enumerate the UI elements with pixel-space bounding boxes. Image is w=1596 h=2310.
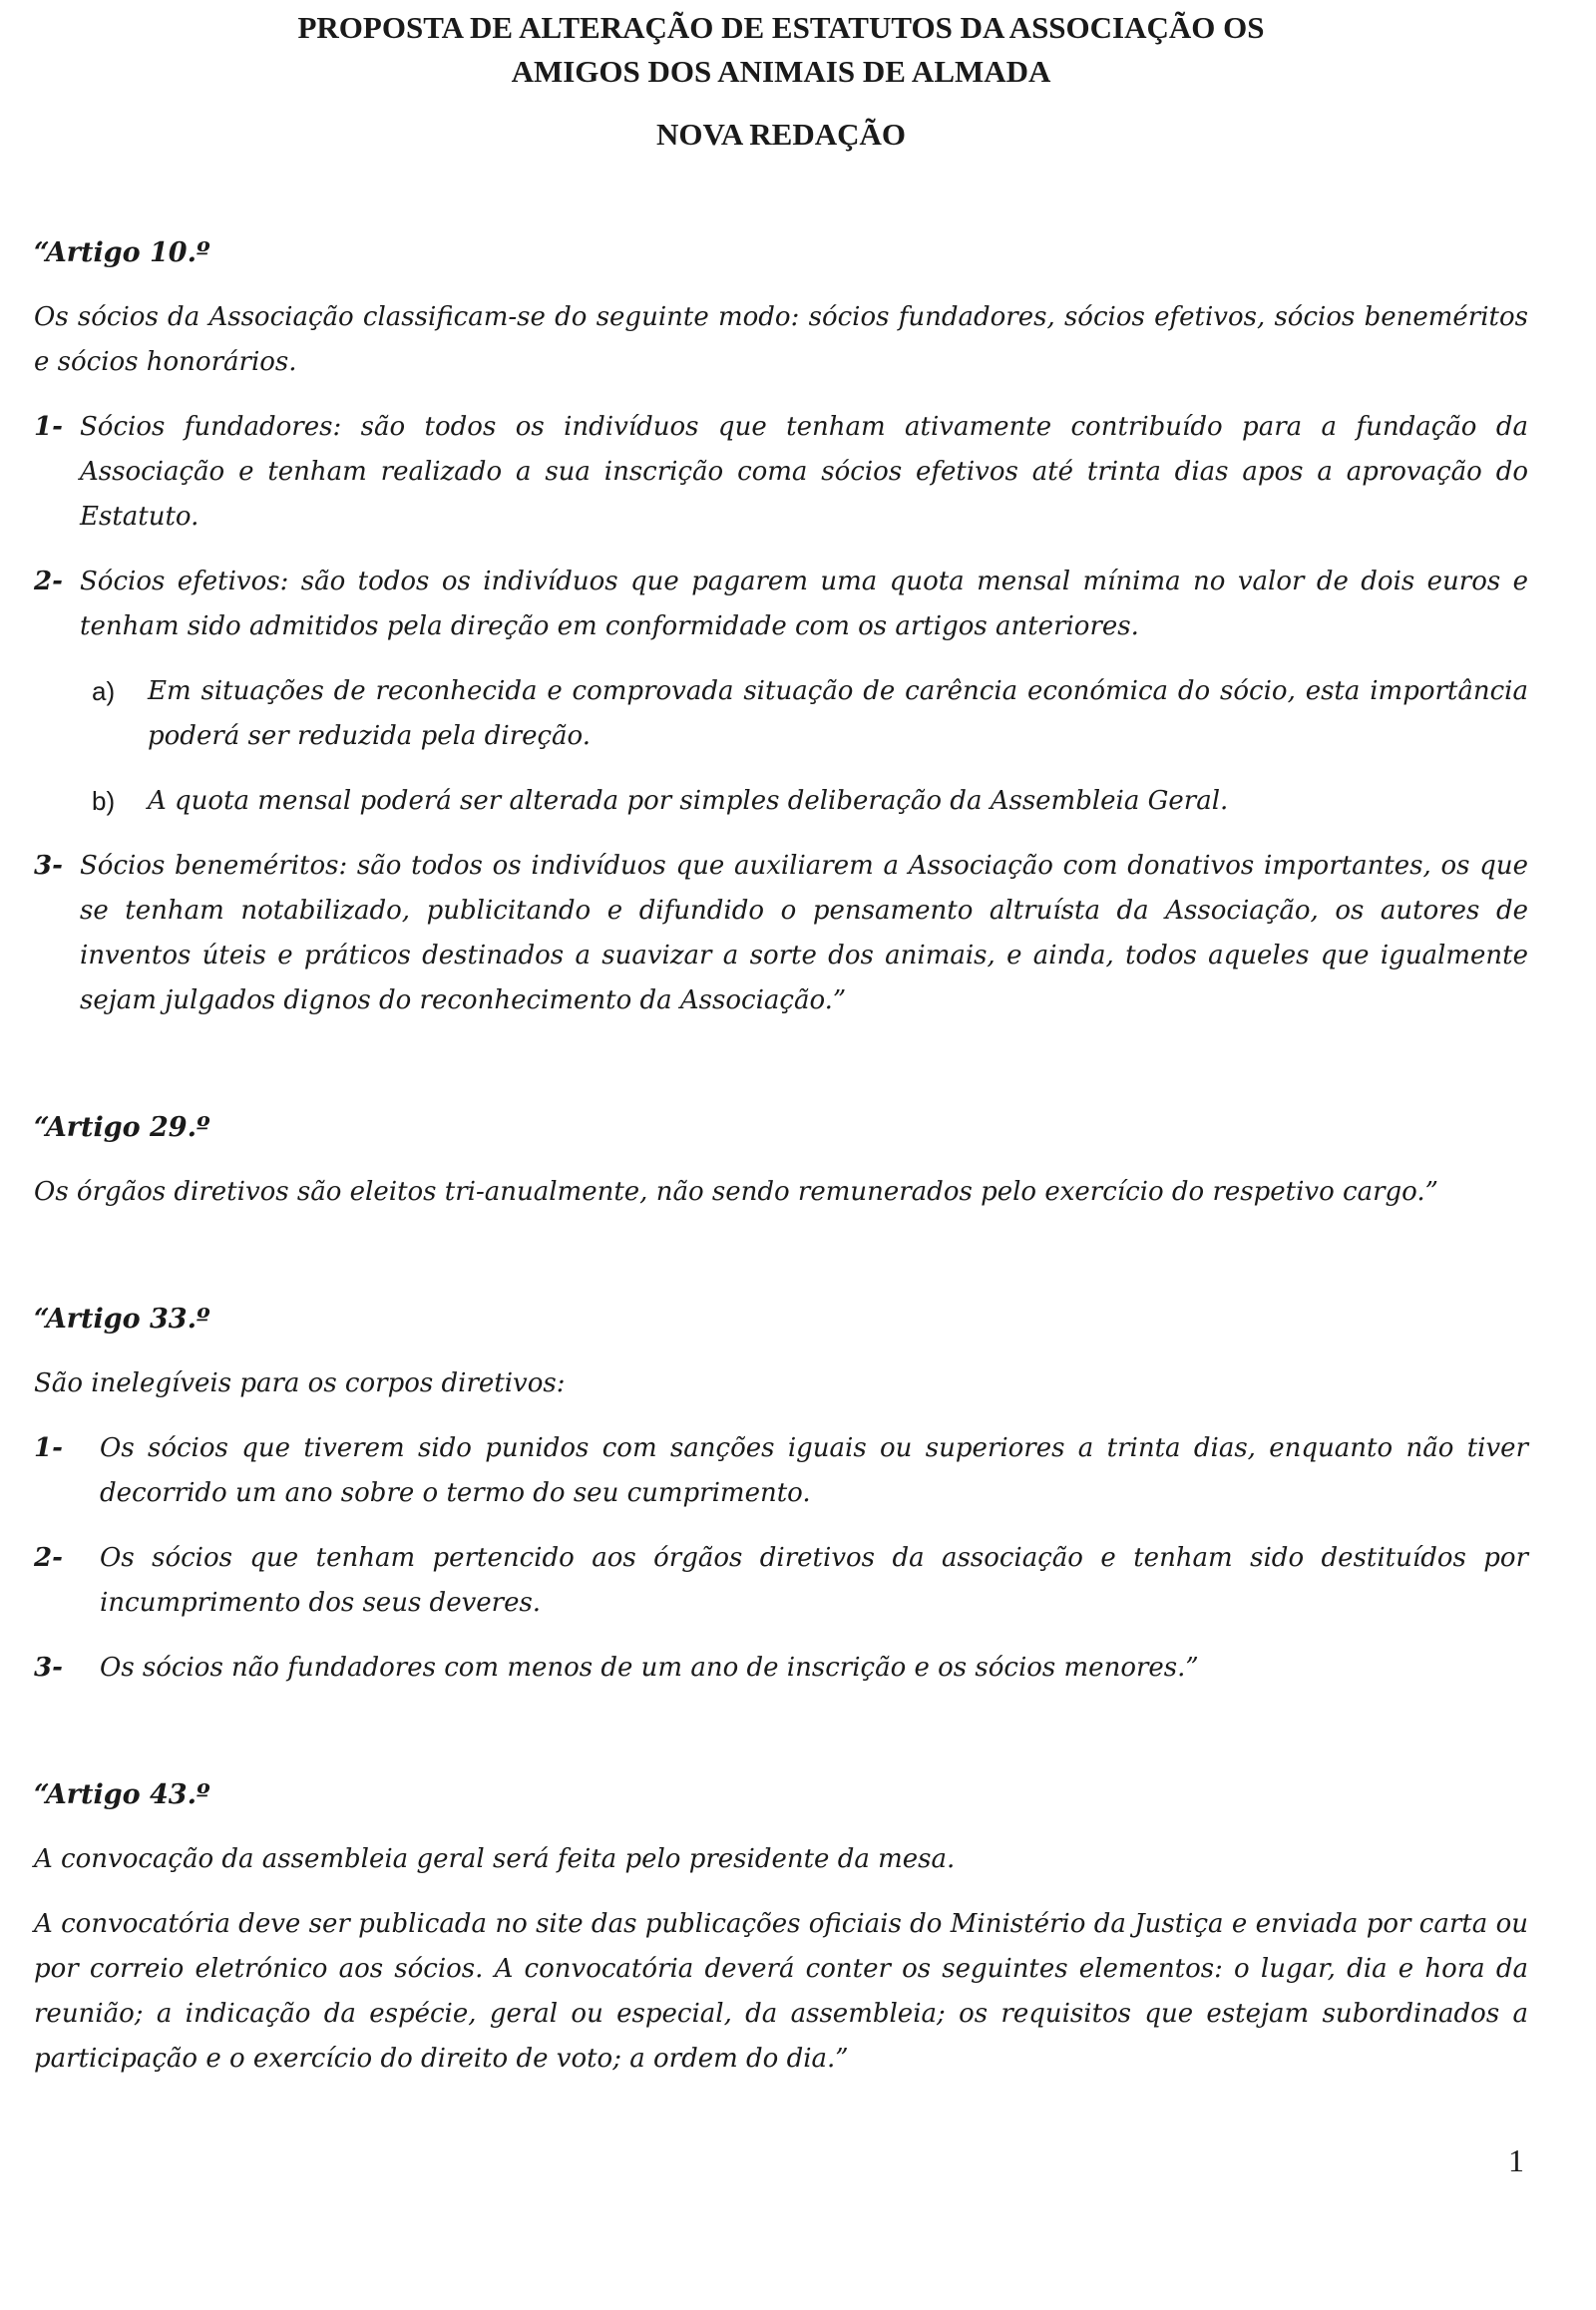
document-title-line1: PROPOSTA DE ALTERAÇÃO DE ESTATUTOS DA ASSOCIAÇÃO OS: [297, 10, 1265, 45]
subitem-text: A quota mensal poderá ser alterada por simples deliberação da Assembleia Geral.: [148, 786, 1229, 816]
artigo-10-subitem-b: [34, 779, 1528, 824]
artigo-43-heading: “Artigo 43.º: [34, 1779, 210, 1810]
artigo-29-text: Os órgãos diretivos são eleitos tri-anualmente, não sendo remunerados pelo exercício do respetivo cargo.”: [34, 1177, 1438, 1207]
artigo-29-section: [34, 1105, 1528, 1215]
artigo-10-subitem-a: [34, 669, 1528, 759]
item-number: 1-: [34, 1433, 63, 1463]
subitem-text: Em situações de reconhecida e comprovada situação de carência económica do sócio, esta importância poderá ser reduzida pela direção.: [148, 676, 1528, 751]
artigo-43-paragraph-2: A convocatória deve ser publicada no site das publicações oficiais do Ministério da Justiça e enviada por carta ou por correio eletrónico aos sócios. A convocatória deverá conter os seguintes elementos: o lugar, dia e hora da reunião; a indicação da espécie, geral ou especial, da assembleia; os requisitos que estejam subordinados a participação e o exercício do direito de voto; a ordem do dia.”: [34, 1909, 1528, 2074]
subitem-label: a): [92, 676, 116, 706]
artigo-33-section: [34, 1297, 1528, 1691]
item-number: 3-: [34, 1653, 63, 1683]
artigo-29-heading: “Artigo 29.º: [34, 1112, 210, 1143]
artigo-10-heading: “Artigo 10.º: [34, 237, 210, 268]
artigo-10-item-1: [34, 405, 1528, 540]
artigo-43-paragraph-1: A convocação da assembleia geral será feita pelo presidente da mesa.: [34, 1844, 956, 1874]
artigo-10-section: [34, 230, 1528, 1023]
document-subtitle: NOVA REDAÇÃO: [655, 117, 907, 152]
document-title-line2: AMIGOS DOS ANIMAIS DE ALMADA: [511, 54, 1051, 89]
item-number: 1-: [34, 412, 63, 442]
item-number: 2-: [34, 567, 63, 596]
artigo-10-intro: Os sócios da Associação classificam-se do seguinte modo: sócios fundadores, sócios efetivos, sócios beneméritos e sócios honorários.: [34, 302, 1528, 377]
artigo-33-item-1: [34, 1426, 1528, 1516]
artigo-33-item-3: [34, 1646, 1528, 1691]
artigo-33-heading: “Artigo 33.º: [34, 1304, 210, 1335]
artigo-10-item-3: [34, 844, 1528, 1023]
artigo-33-intro: São inelegíveis para os corpos diretivos:: [34, 1368, 566, 1398]
artigo-33-item-2: [34, 1536, 1528, 1626]
artigo-10-item-2: [34, 560, 1528, 649]
item-text: Sócios beneméritos: são todos os indivíduos que auxiliarem a Associação com donativos importantes, os que se tenham notabilizado, publicitando e difundido o pensamento altruísta da Associação, os autores de inventos úteis e práticos destinados a suavizar a sorte dos animais, e ainda, todos aqueles que igualmente sejam julgados dignos do reconhecimento da Associação.”: [80, 851, 1528, 1015]
item-text: Os sócios não fundadores com menos de um ano de inscrição e os sócios menores.”: [100, 1653, 1199, 1683]
item-number: 2-: [34, 1543, 63, 1573]
subitem-label: b): [92, 786, 116, 816]
item-text: Sócios fundadores: são todos os indivíduos que tenham ativamente contribuído para a fundação da Associação e tenham realizado a sua inscrição coma sócios efetivos até trinta dias apos a aprovação do Estatuto.: [80, 412, 1528, 532]
item-text: Os sócios que tiverem sido punidos com sanções iguais ou superiores a trinta dias, enquanto não tiver decorrido um ano sobre o termo do seu cumprimento.: [100, 1433, 1528, 1508]
item-number: 3-: [34, 851, 63, 881]
item-text: Sócios efetivos: são todos os indivíduos que pagarem uma quota mensal mínima no valor de dois euros e tenham sido admitidos pela direção em conformidade com os artigos anteriores.: [80, 567, 1528, 641]
page-number: 1: [1508, 2142, 1524, 2178]
item-text: Os sócios que tenham pertencido aos órgãos diretivos da associação e tenham sido destituídos por incumprimento dos seus deveres.: [100, 1543, 1528, 1618]
artigo-43-section: [34, 1772, 1528, 2082]
